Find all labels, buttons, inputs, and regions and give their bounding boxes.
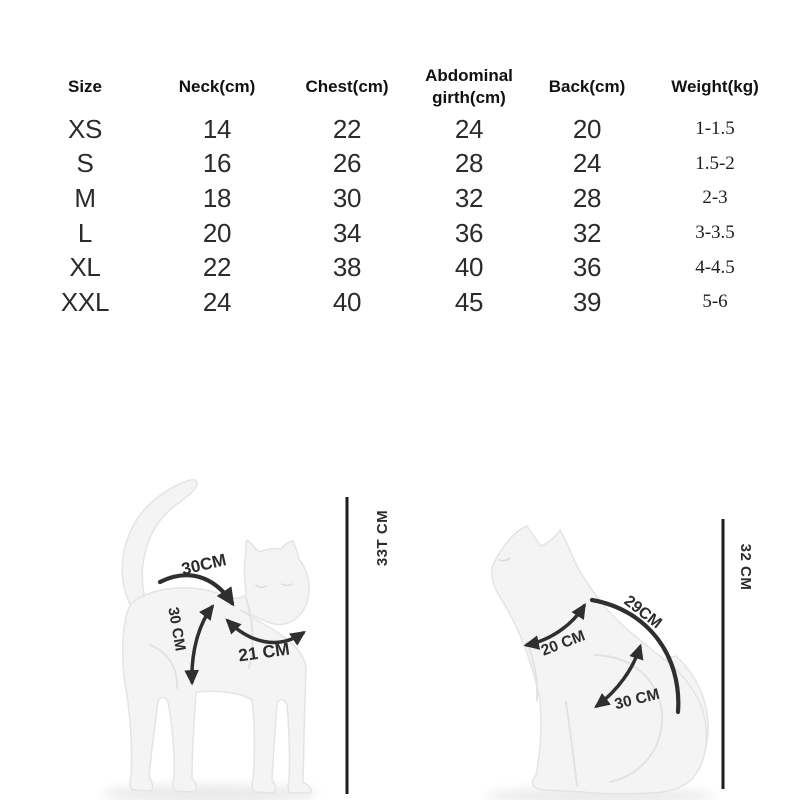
col-header-chest: Chest(cm) — [305, 76, 389, 96]
col-header-neck: Neck(cm) — [178, 76, 256, 96]
table-cell: 24 — [454, 113, 484, 144]
sitting-neck-label: 20 CM — [538, 627, 588, 660]
table-cell: 36 — [454, 217, 484, 248]
table-cell: 24 — [572, 148, 602, 179]
sitting-girth-label: 30 CM — [612, 685, 662, 714]
table-row-xl — [22, 250, 786, 285]
size-label: L — [77, 217, 93, 248]
col-header-abdominal-girth: Abdominal girth(cm) — [425, 65, 513, 107]
size-label: XS — [67, 113, 103, 144]
col-header-weight: Weight(kg) — [671, 76, 759, 96]
table-row-m — [22, 181, 786, 216]
standing-neck-label: 21 CM — [237, 638, 291, 666]
sitting-height-label: 32 CM — [737, 543, 754, 591]
table-cell: 32 — [454, 182, 484, 213]
table-cell: 32 — [572, 217, 602, 248]
table-cell: 22 — [332, 113, 362, 144]
size-label: XL — [69, 252, 101, 283]
table-cell: 1.5-2 — [695, 152, 735, 174]
table-cell: 38 — [332, 252, 362, 283]
size-label: XXL — [60, 286, 110, 317]
table-cell: 40 — [454, 252, 484, 283]
table-cell: 20 — [572, 113, 602, 144]
table-cell: 5-6 — [702, 291, 728, 313]
table-row-xxl — [22, 285, 786, 320]
table-row-s — [22, 147, 786, 182]
col-header-back: Back(cm) — [548, 76, 626, 96]
col-header-size: Size — [67, 76, 103, 96]
sitting-cat-figure — [492, 526, 708, 794]
table-cell: 2-3 — [702, 187, 728, 209]
size-table — [22, 62, 786, 320]
table-cell: 26 — [332, 148, 362, 179]
table-cell: 4-4.5 — [695, 256, 735, 278]
table-cell: 28 — [572, 182, 602, 213]
table-cell: 34 — [332, 217, 362, 248]
table-cell: 20 — [202, 217, 232, 248]
standing-cat-figure — [122, 480, 311, 793]
table-cell: 3-3.5 — [695, 222, 735, 244]
table-cell: 28 — [454, 148, 484, 179]
table-cell: 39 — [572, 286, 602, 317]
standing-cat-body — [123, 540, 311, 793]
table-cell: 45 — [454, 286, 484, 317]
table-row-l — [22, 216, 786, 251]
table-cell: 30 — [332, 182, 362, 213]
sitting-back-length-label: 29CM — [620, 592, 665, 633]
table-cell: 16 — [202, 148, 232, 179]
size-label: S — [76, 148, 94, 179]
table-cell: 22 — [202, 252, 232, 283]
standing-height-label: 33T CM — [374, 509, 391, 567]
table-cell: 40 — [332, 286, 362, 317]
size-table-header-row — [22, 62, 786, 112]
table-cell: 14 — [202, 113, 232, 144]
table-cell: 1-1.5 — [695, 118, 735, 140]
size-label: M — [74, 182, 96, 213]
table-cell: 24 — [202, 286, 232, 317]
table-cell: 36 — [572, 252, 602, 283]
standing-girth-label: 30 CM — [164, 605, 189, 653]
standing-back-length-label: 30CM — [179, 550, 229, 579]
table-cell: 18 — [202, 182, 232, 213]
table-row-xs — [22, 112, 786, 147]
